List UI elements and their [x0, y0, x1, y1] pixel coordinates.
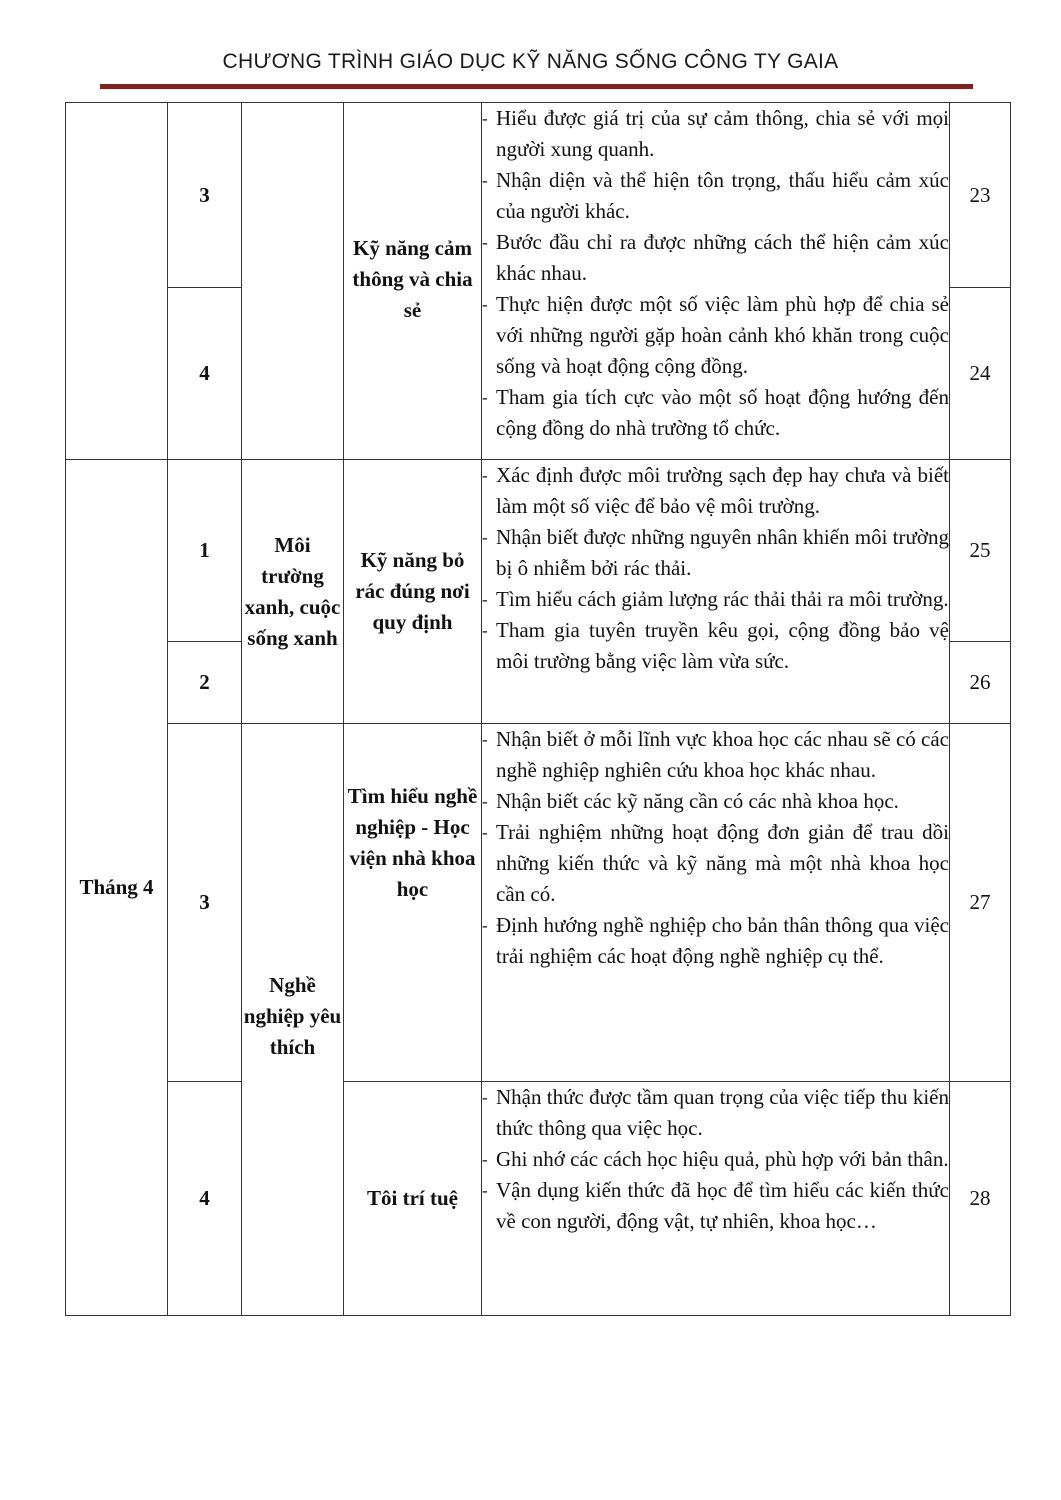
- goals-cell: [482, 1082, 950, 1316]
- topic-cell: Môi trường xanh, cuộc sống xanh: [242, 460, 344, 724]
- goal-item: - Tham gia tích cực vào một số hoạt động hướng đến cộng đồng do nhà trường tổ chức.: [482, 382, 949, 444]
- table-row: [66, 460, 1011, 642]
- goal-item: - Xác định được môi trường sạch đẹp hay chưa và biết làm một số việc để bảo vệ môi trường.: [482, 460, 949, 522]
- goal-item: - Bước đầu chỉ ra được những cách thể hiện cảm xúc khác nhau.: [482, 227, 949, 289]
- lesson-number-cell: 25: [950, 460, 1011, 642]
- goal-item: - Nhận biết các kỹ năng cần có các nhà khoa học.: [482, 786, 949, 817]
- week-cell: 3: [168, 103, 242, 288]
- goal-item: - Ghi nhớ các cách học hiệu quả, phù hợp với bản thân.: [482, 1144, 949, 1175]
- topic-cell: [242, 103, 344, 460]
- week-cell: 2: [168, 642, 242, 724]
- goal-item: - Vận dụng kiến thức đã học để tìm hiểu các kiến thức về con người, động vật, tự nhiên, khoa học…: [482, 1175, 949, 1237]
- month-cell: Tháng 4: [66, 460, 168, 1316]
- skill-cell: Tìm hiểu nghề nghiệp - Học viện nhà khoa học: [344, 724, 482, 1082]
- goals-cell: [482, 724, 950, 1082]
- table-row: [66, 103, 1011, 288]
- goal-item: - Trải nghiệm những hoạt động đơn giản để trau dồi những kiến thức và kỹ năng mà một nhà khoa học cần có.: [482, 817, 949, 910]
- curriculum-table: [65, 102, 1011, 1316]
- skill-cell: Tôi trí tuệ: [344, 1082, 482, 1316]
- page-header-title: CHƯƠNG TRÌNH GIÁO DỤC KỸ NĂNG SỐNG CÔNG TY GAIA: [222, 50, 839, 73]
- goal-item: - Hiểu được giá trị của sự cảm thông, chia sẻ với mọi người xung quanh.: [482, 103, 949, 165]
- week-cell: 3: [168, 724, 242, 1082]
- lesson-number-cell: 24: [950, 288, 1011, 460]
- topic-cell: Nghề nghiệp yêu thích: [242, 724, 344, 1316]
- skill-cell: Kỹ năng cảm thông và chia sẻ: [344, 103, 482, 460]
- goals-cell: [482, 103, 950, 460]
- goal-item: - Nhận diện và thể hiện tôn trọng, thấu hiểu cảm xúc của người khác.: [482, 165, 949, 227]
- table-row: [66, 724, 1011, 1082]
- goal-item: - Nhận biết được những nguyên nhân khiến môi trường bị ô nhiễm bởi rác thải.: [482, 522, 949, 584]
- goal-item: - Định hướng nghề nghiệp cho bản thân thông qua việc trải nghiệm các hoạt động nghề nghiệp cụ thể.: [482, 910, 949, 972]
- lesson-number-cell: 28: [950, 1082, 1011, 1316]
- goal-item: - Nhận thức được tầm quan trọng của việc tiếp thu kiến thức thông qua việc học.: [482, 1082, 949, 1144]
- skill-cell: Kỹ năng bỏ rác đúng nơi quy định: [344, 460, 482, 724]
- goal-item: - Thực hiện được một số việc làm phù hợp để chia sẻ với những người gặp hoàn cảnh khó khăn trong cuộc sống và hoạt động cộng đồng.: [482, 289, 949, 382]
- goal-item: - Tìm hiểu cách giảm lượng rác thải thải ra môi trường.: [482, 584, 949, 615]
- goal-item: - Nhận biết ở mỗi lĩnh vực khoa học các nhau sẽ có các nghề nghiệp nghiên cứu khoa học khác nhau.: [482, 724, 949, 786]
- goal-item: - Tham gia tuyên truyền kêu gọi, cộng đồng bảo vệ môi trường bằng việc làm vừa sức.: [482, 615, 949, 677]
- week-cell: 4: [168, 1082, 242, 1316]
- week-cell: 1: [168, 460, 242, 642]
- lesson-number-cell: 27: [950, 724, 1011, 1082]
- lesson-number-cell: 26: [950, 642, 1011, 724]
- header-divider: [100, 84, 973, 89]
- month-cell: [66, 103, 168, 460]
- lesson-number-cell: 23: [950, 103, 1011, 288]
- week-cell: 4: [168, 288, 242, 460]
- table-row: [66, 1082, 1011, 1316]
- goals-cell: [482, 460, 950, 724]
